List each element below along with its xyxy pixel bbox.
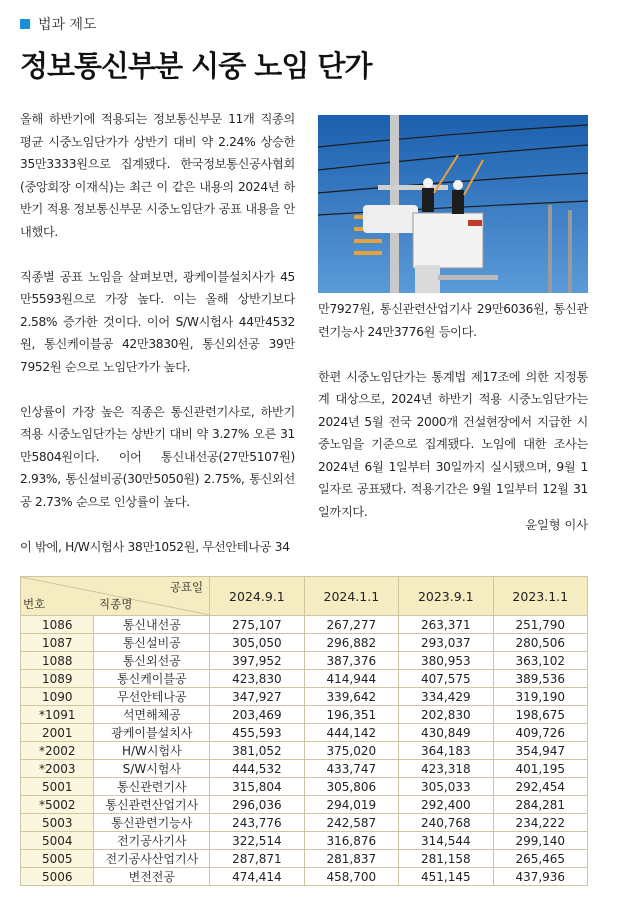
job-code-cell: 1090	[21, 688, 94, 706]
wage-value-cell: 294,019	[304, 796, 398, 814]
wage-value-cell: 265,465	[493, 850, 587, 868]
wage-value-cell: 407,575	[399, 670, 493, 688]
job-code-cell: *1091	[21, 706, 94, 724]
wage-value-cell: 339,642	[304, 688, 398, 706]
job-name-cell: 통신케이블공	[94, 670, 210, 688]
section-tag	[20, 14, 97, 34]
job-code-cell: *2002	[21, 742, 94, 760]
wage-value-cell: 287,871	[210, 850, 304, 868]
job-name-cell: 통신관련산업기사	[94, 796, 210, 814]
diag-label-date: 공표일	[169, 580, 204, 594]
job-code-cell: *2003	[21, 760, 94, 778]
wage-value-cell: 451,145	[399, 868, 493, 886]
job-name-cell: 전기공사기사	[94, 832, 210, 850]
wage-table	[20, 576, 588, 886]
table-row	[21, 796, 588, 814]
wage-value-cell: 380,953	[399, 652, 493, 670]
wage-value-cell: 423,318	[399, 760, 493, 778]
article-body-right	[318, 298, 588, 546]
article-body-left	[20, 108, 295, 581]
wage-value-cell: 305,033	[399, 778, 493, 796]
table-row	[21, 814, 588, 832]
wage-value-cell: 437,936	[493, 868, 587, 886]
table-row	[21, 868, 588, 886]
table-row	[21, 706, 588, 724]
section-label: 법과 제도	[38, 17, 97, 33]
wage-value-cell: 444,532	[210, 760, 304, 778]
table-row	[21, 778, 588, 796]
wage-value-cell: 334,429	[399, 688, 493, 706]
job-code-cell: 5004	[21, 832, 94, 850]
wage-value-cell: 234,222	[493, 814, 587, 832]
wage-value-cell: 397,952	[210, 652, 304, 670]
wage-value-cell: 409,726	[493, 724, 587, 742]
table-row	[21, 634, 588, 652]
wage-value-cell: 433,747	[304, 760, 398, 778]
wage-value-cell: 347,927	[210, 688, 304, 706]
job-code-cell: 1088	[21, 652, 94, 670]
job-code-cell: 2001	[21, 724, 94, 742]
table-row	[21, 760, 588, 778]
wage-value-cell: 401,195	[493, 760, 587, 778]
job-name-cell: 무선안테나공	[94, 688, 210, 706]
wage-value-cell: 314,544	[399, 832, 493, 850]
wage-value-cell: 319,190	[493, 688, 587, 706]
table-row	[21, 832, 588, 850]
wage-value-cell: 292,454	[493, 778, 587, 796]
job-code-cell: 5005	[21, 850, 94, 868]
wage-value-cell: 243,776	[210, 814, 304, 832]
wage-value-cell: 196,351	[304, 706, 398, 724]
job-name-cell: 전기공사산업기사	[94, 850, 210, 868]
job-name-cell: 통신관련기능사	[94, 814, 210, 832]
utility-pole-workers-photo	[318, 115, 588, 293]
wage-value-cell: 474,414	[210, 868, 304, 886]
job-name-cell: 석면해체공	[94, 706, 210, 724]
wage-value-cell: 296,882	[304, 634, 398, 652]
wage-value-cell: 354,947	[493, 742, 587, 760]
diagonal-header-cell	[21, 577, 210, 616]
paragraph: 이 밖에, H/W시험사 38만1052원, 무선안테나공 34	[20, 539, 290, 554]
wage-value-cell: 455,593	[210, 724, 304, 742]
paragraph: 인상률이 가장 높은 직종은 통신관련기사로, 하반기 적용 시중노임단가는 상반기 대비 약 3.27% 오른 31만5804원이다. 이어 통신내선공(27만5107원) 2.93%, 통신설비공(30만5050원) 2.75%, 통신외선공 2.73% 순으로 인상률이 높다.	[20, 404, 295, 509]
wage-value-cell: 458,700	[304, 868, 398, 886]
job-name-cell: 통신설비공	[94, 634, 210, 652]
wage-value-cell: 299,140	[493, 832, 587, 850]
paragraph: 올해 하반기에 적용되는 정보통신부문 11개 직종의 평균 시중노임단가가 상반기 대비 약 2.24% 상승한 35만3333원으로 집계됐다. 한국정보통신공사협회(중앙회장 이재식)는 최근 이 같은 내용의 2024년 하반기 적용 정보통신부문 시중노임단가 공표 내용을 안내했다.	[20, 112, 295, 239]
job-code-cell: 5006	[21, 868, 94, 886]
column-header-date: 2023.9.1	[399, 577, 493, 616]
wage-value-cell: 305,806	[304, 778, 398, 796]
job-name-cell: 변전전공	[94, 868, 210, 886]
wage-value-cell: 267,277	[304, 616, 398, 634]
table-row	[21, 724, 588, 742]
wage-value-cell: 381,052	[210, 742, 304, 760]
wage-value-cell: 375,020	[304, 742, 398, 760]
wage-value-cell: 281,837	[304, 850, 398, 868]
job-code-cell: 1086	[21, 616, 94, 634]
wage-value-cell: 240,768	[399, 814, 493, 832]
wage-value-cell: 387,376	[304, 652, 398, 670]
wage-value-cell: 198,675	[493, 706, 587, 724]
job-code-cell: 1087	[21, 634, 94, 652]
wage-value-cell: 364,183	[399, 742, 493, 760]
wage-value-cell: 322,514	[210, 832, 304, 850]
article-title: 정보통신부분 시중 노임 단가	[20, 49, 372, 83]
column-header-date: 2024.1.1	[304, 577, 398, 616]
section-square-icon	[20, 19, 30, 29]
wage-value-cell: 315,804	[210, 778, 304, 796]
job-code-cell: 5003	[21, 814, 94, 832]
wage-value-cell: 296,036	[210, 796, 304, 814]
wage-value-cell: 275,107	[210, 616, 304, 634]
author-byline: 윤일형 이사	[525, 518, 588, 532]
job-code-cell: 1089	[21, 670, 94, 688]
wage-value-cell: 202,830	[399, 706, 493, 724]
table-row	[21, 652, 588, 670]
job-name-cell: H/W시험사	[94, 742, 210, 760]
table-row	[21, 742, 588, 760]
diag-label-job: 직종명	[99, 597, 133, 611]
wage-value-cell: 444,142	[304, 724, 398, 742]
job-name-cell: 통신내선공	[94, 616, 210, 634]
column-header-date: 2023.1.1	[493, 577, 587, 616]
table-row	[21, 670, 588, 688]
wage-value-cell: 316,876	[304, 832, 398, 850]
wage-value-cell: 414,944	[304, 670, 398, 688]
job-name-cell: 통신관련기사	[94, 778, 210, 796]
wage-value-cell: 280,506	[493, 634, 587, 652]
wage-value-cell: 251,790	[493, 616, 587, 634]
diag-label-no: 번호	[23, 597, 46, 611]
table-header-row	[21, 577, 588, 616]
table-row	[21, 850, 588, 868]
job-name-cell: 통신외선공	[94, 652, 210, 670]
paragraph: 한편 시중노임단가는 통계법 제17조에 의한 지정통계 대상으로, 2024년 하반기 적용 시중노임단가는 2024년 5월 전국 2000개 건설현장에서 지급한 시중노임을 기준으로 집계됐다. 노임에 대한 조사는 2024년 6월 1일부터 30일까지 실시됐으며, 9월 1일자로 공표됐다. 적용기간은 9월 1일부터 12월 31일까지다.	[318, 369, 588, 519]
column-header-date: 2024.9.1	[210, 577, 304, 616]
table-row	[21, 688, 588, 706]
table-row	[21, 616, 588, 634]
paragraph: 만7927원, 통신관련산업기사 29만6036원, 통신관련기능사 24만3776원 등이다.	[318, 302, 588, 339]
job-code-cell: *5002	[21, 796, 94, 814]
wage-value-cell: 389,536	[493, 670, 587, 688]
job-name-cell: S/W시험사	[94, 760, 210, 778]
job-code-cell: 5001	[21, 778, 94, 796]
wage-value-cell: 430,849	[399, 724, 493, 742]
wage-value-cell: 281,158	[399, 850, 493, 868]
wage-value-cell: 242,587	[304, 814, 398, 832]
wage-value-cell: 263,371	[399, 616, 493, 634]
wage-value-cell: 284,281	[493, 796, 587, 814]
wage-value-cell: 423,830	[210, 670, 304, 688]
wage-value-cell: 363,102	[493, 652, 587, 670]
wage-value-cell: 293,037	[399, 634, 493, 652]
wage-value-cell: 305,050	[210, 634, 304, 652]
wage-value-cell: 292,400	[399, 796, 493, 814]
job-name-cell: 광케이블설치사	[94, 724, 210, 742]
wage-value-cell: 203,469	[210, 706, 304, 724]
paragraph: 직종별 공표 노임을 살펴보면, 광케이블설치사가 45만5593원으로 가장 높다. 이는 올해 상반기보다 2.58% 증가한 것이다. 이어 S/W시험사 44만4532원, 통신케이블공 42만3830원, 통신외선공 39만7952원 순으로 노임단가가 높다.	[20, 269, 295, 374]
